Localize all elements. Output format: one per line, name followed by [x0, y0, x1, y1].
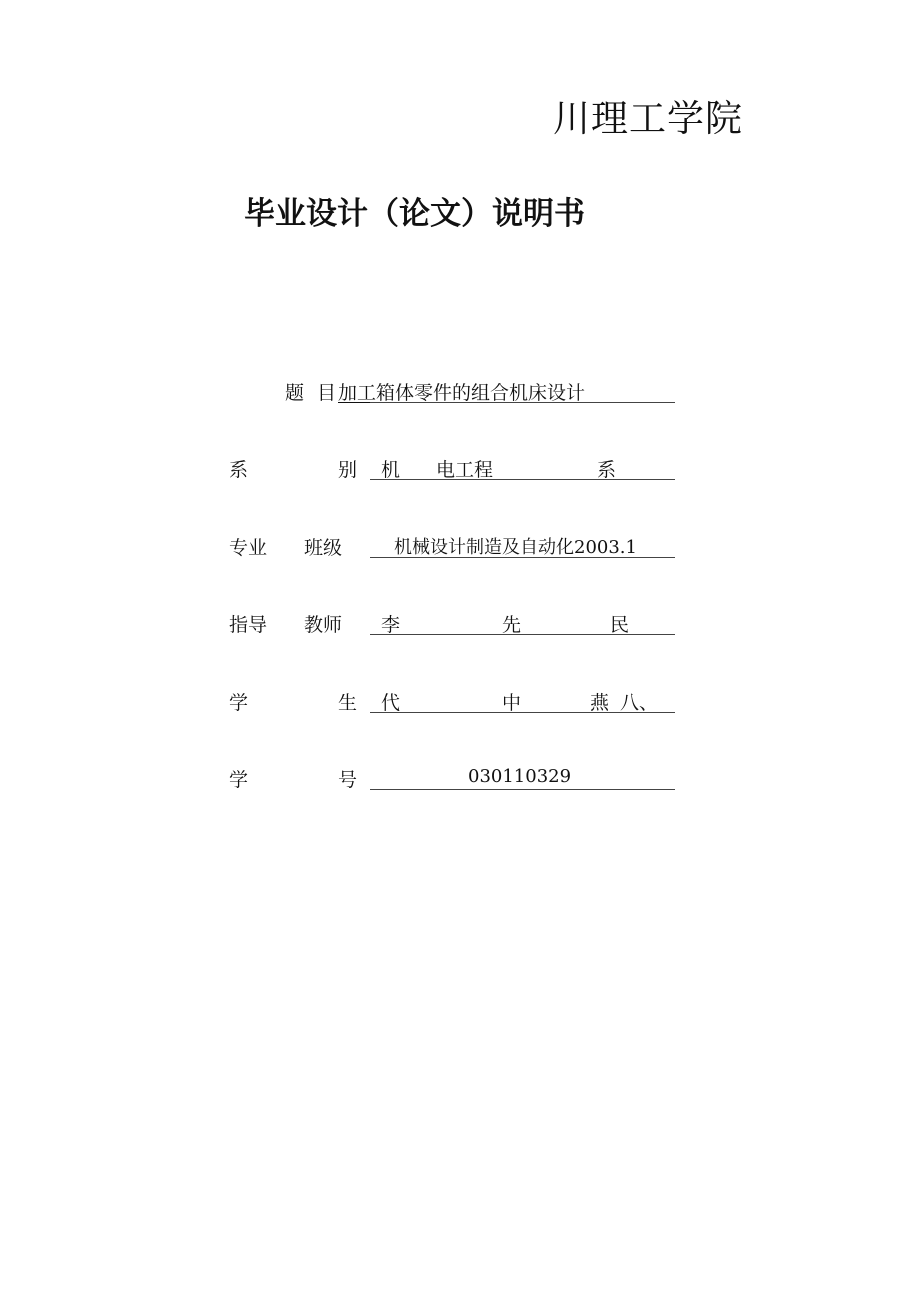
- department-value-a: 机: [381, 459, 401, 481]
- advisor-value-a: 李: [381, 614, 401, 636]
- advisor-label-a: 指导: [229, 614, 268, 636]
- major-class-underline: [370, 557, 675, 558]
- document-title: 毕业设计（论文）说明书: [244, 196, 585, 232]
- student-id-label-b: 号: [338, 769, 358, 791]
- student-label-b: 生: [338, 692, 358, 714]
- student-id-label-a: 学: [229, 769, 249, 791]
- student-id-underline: [370, 789, 675, 790]
- department-label-b: 别: [338, 459, 358, 481]
- student-value-b: 中: [502, 692, 522, 714]
- advisor-underline: [370, 634, 675, 635]
- student-id-value: 030110329: [468, 766, 572, 787]
- department-label-a: 系: [229, 459, 249, 481]
- department-underline: [370, 479, 675, 480]
- student-value-c: 燕: [590, 692, 610, 714]
- major-class-value: 机械设计制造及自动化2003.1: [394, 537, 637, 558]
- major-label: 专业: [229, 537, 268, 559]
- title-label-a: 题: [285, 382, 305, 404]
- department-value-c: 系: [597, 459, 617, 481]
- class-label: 班级: [304, 537, 343, 559]
- student-label-a: 学: [229, 692, 249, 714]
- student-value-a: 代: [381, 692, 401, 714]
- advisor-value-b: 先: [502, 614, 522, 636]
- advisor-value-c: 民: [610, 614, 630, 636]
- student-value-d: 八、: [620, 692, 659, 714]
- student-underline: [370, 712, 675, 713]
- title-value: 加工箱体零件的组合机床设计: [338, 382, 586, 404]
- title-underline: [370, 402, 675, 403]
- institution-name: 川理工学院: [553, 97, 743, 140]
- title-label-b: 目: [317, 382, 337, 404]
- advisor-label-b: 教师: [304, 614, 343, 636]
- department-value-b: 电工程: [436, 459, 494, 481]
